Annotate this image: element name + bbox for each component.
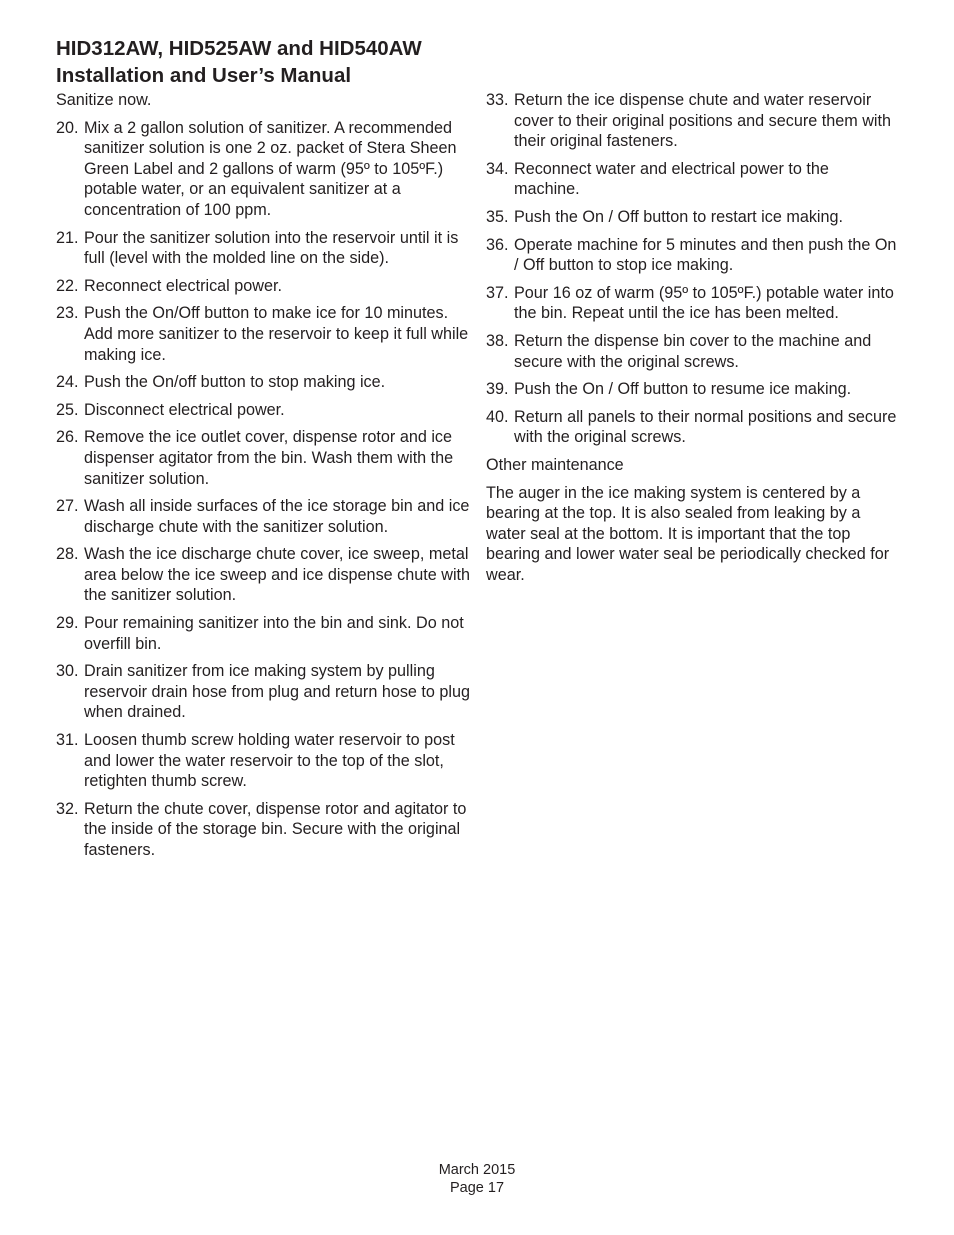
step-text: Push the On/Off button to make ice for 10 minutes. Add more sanitizer to the reservoir to keep it full while making ice. bbox=[84, 304, 469, 364]
step-text: Return the chute cover, dispense rotor and agitator to the inside of the storage bin. Secure with the original fasteners. bbox=[84, 799, 467, 859]
step-text: Disconnect electrical power. bbox=[84, 400, 285, 419]
step-number: 27. bbox=[56, 497, 79, 516]
step-number: 34. bbox=[486, 159, 509, 178]
other-maintenance-heading: Other maintenance bbox=[486, 455, 624, 474]
left-column bbox=[56, 90, 471, 868]
page-number: Page 17 bbox=[449, 1180, 505, 1196]
step-item bbox=[486, 407, 898, 448]
step-text: Pour the sanitizer solution into the reservoir until it is full (level with the molded line on the side). bbox=[84, 228, 459, 268]
step-item bbox=[486, 159, 898, 200]
step-text: Loosen thumb screw holding water reservoir to post and lower the water reservoir to the top of the slot, retighten thumb screw. bbox=[84, 731, 455, 791]
page-footer bbox=[0, 1161, 954, 1197]
step-number: 21. bbox=[56, 228, 79, 247]
step-item bbox=[486, 379, 898, 400]
step-item bbox=[56, 544, 471, 606]
step-item bbox=[56, 496, 471, 537]
step-number: 39. bbox=[486, 380, 509, 399]
step-number: 23. bbox=[56, 304, 79, 323]
step-item bbox=[56, 799, 471, 861]
step-item bbox=[56, 427, 471, 489]
step-item bbox=[486, 90, 898, 152]
step-text: Wash the ice discharge chute cover, ice sweep, metal area below the ice sweep and ice dispense chute with the sanitizer solution. bbox=[84, 545, 471, 605]
document-header bbox=[56, 35, 486, 89]
step-text: Mix a 2 gallon solution of sanitizer. A recommended sanitizer solution is one 2 oz. packet of Stera Sheen Green Label and 2 gallons of warm (95º to 105ºF.) potable water, or an equivalent sanitizer at a concentration of 100 ppm. bbox=[84, 118, 457, 219]
other-maintenance-text: The auger in the ice making system is centered by a bearing at the top. It is also sealed from leaking by a water seal at the bottom. It is important that the top bearing and lower water seal be periodically checked for wear. bbox=[486, 483, 890, 584]
footer-date: March 2015 bbox=[438, 1162, 516, 1178]
step-item bbox=[56, 228, 471, 269]
step-text: Return all panels to their normal positions and secure with the original screws. bbox=[514, 407, 897, 447]
step-number: 32. bbox=[56, 799, 79, 818]
step-item bbox=[486, 235, 898, 276]
step-item bbox=[486, 331, 898, 372]
step-number: 29. bbox=[56, 614, 79, 633]
step-number: 30. bbox=[56, 662, 79, 681]
step-item bbox=[56, 730, 471, 792]
step-text: Reconnect electrical power. bbox=[84, 276, 282, 295]
left-step-list bbox=[56, 118, 471, 861]
step-item bbox=[56, 661, 471, 723]
title-line-2: Installation and User’s Manual bbox=[56, 64, 352, 87]
title-line-1: HID312AW, HID525AW and HID540AW bbox=[56, 37, 422, 60]
step-text: Return the ice dispense chute and water reservoir cover to their original positions and secure them with their original fasteners. bbox=[514, 91, 891, 151]
step-text: Pour remaining sanitizer into the bin and sink. Do not overfill bin. bbox=[84, 614, 464, 653]
step-text: Reconnect water and electrical power to the machine. bbox=[514, 159, 829, 199]
step-text: Operate machine for 5 minutes and then push the On / Off button to stop ice making. bbox=[514, 235, 897, 275]
step-number: 33. bbox=[486, 91, 509, 109]
right-column bbox=[486, 90, 898, 592]
step-number: 22. bbox=[56, 276, 79, 295]
step-item bbox=[56, 372, 471, 393]
step-text: Pour 16 oz of warm (95º to 105ºF.) potable water into the bin. Repeat until the ice has been melted. bbox=[514, 283, 894, 323]
section-intro: Sanitize now. bbox=[56, 91, 152, 109]
step-number: 37. bbox=[486, 283, 509, 302]
step-number: 36. bbox=[486, 235, 509, 254]
step-number: 28. bbox=[56, 545, 79, 564]
step-text: Push the On / Off button to resume ice making. bbox=[514, 380, 852, 399]
step-number: 31. bbox=[56, 731, 79, 750]
step-item bbox=[56, 303, 471, 365]
step-number: 24. bbox=[56, 373, 79, 392]
page-title bbox=[56, 35, 486, 89]
step-text: Return the dispense bin cover to the machine and secure with the original screws. bbox=[514, 331, 872, 371]
step-item bbox=[56, 118, 471, 221]
step-text: Push the On/off button to stop making ice. bbox=[84, 373, 386, 392]
step-number: 25. bbox=[56, 400, 79, 419]
right-step-list bbox=[486, 90, 898, 448]
step-number: 35. bbox=[486, 207, 509, 226]
step-item bbox=[486, 283, 898, 324]
step-number: 20. bbox=[56, 118, 79, 137]
step-number: 26. bbox=[56, 428, 79, 447]
step-text: Drain sanitizer from ice making system by pulling reservoir drain hose from plug and return hose to plug when drained. bbox=[84, 662, 471, 722]
step-item bbox=[56, 613, 471, 654]
step-text: Remove the ice outlet cover, dispense rotor and ice dispenser agitator from the bin. Wash them with the sanitizer solution. bbox=[84, 428, 454, 488]
step-item bbox=[486, 207, 898, 228]
step-item bbox=[56, 400, 471, 421]
step-item bbox=[56, 276, 471, 297]
step-text: Wash all inside surfaces of the ice storage bin and ice discharge chute with the sanitizer solution. bbox=[84, 497, 470, 536]
step-number: 40. bbox=[486, 407, 509, 426]
step-text: Push the On / Off button to restart ice making. bbox=[514, 207, 844, 226]
step-number: 38. bbox=[486, 331, 509, 350]
